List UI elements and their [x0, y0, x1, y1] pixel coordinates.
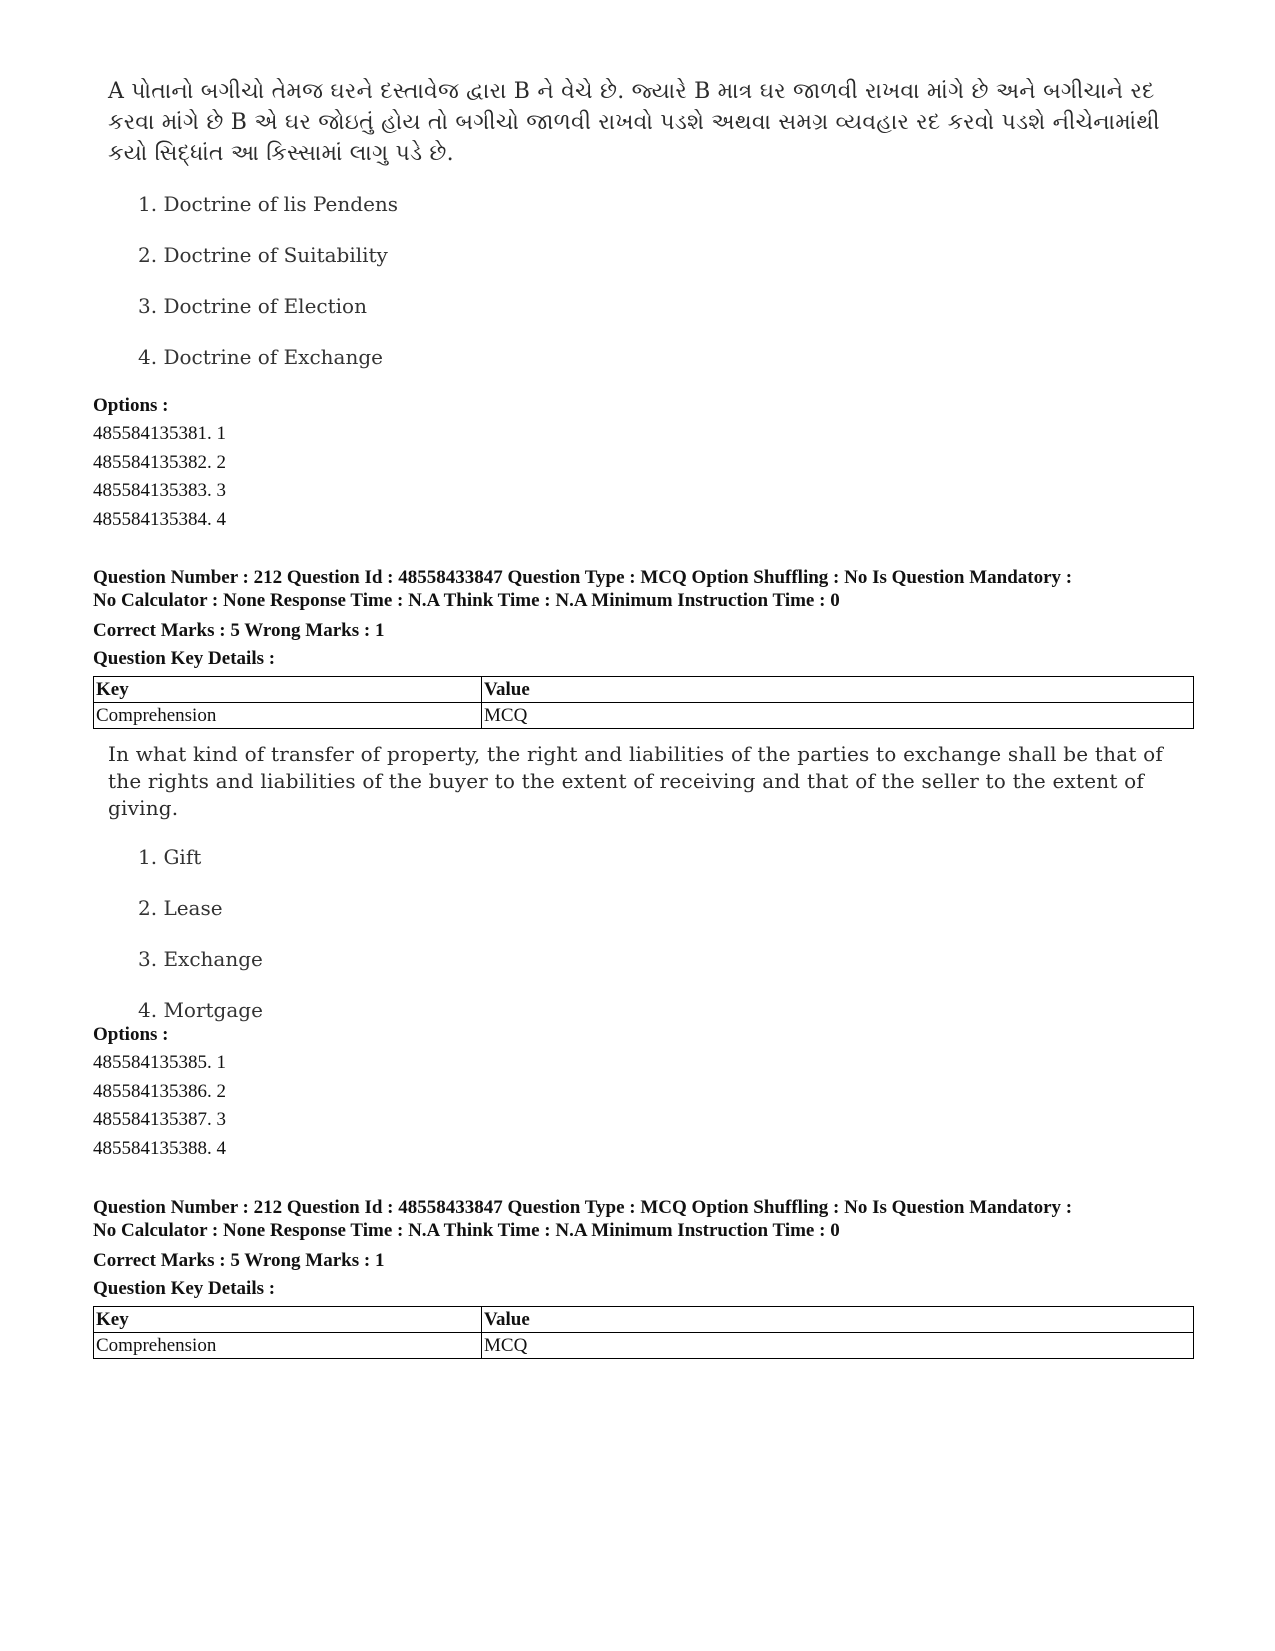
table-cell: Comprehension	[94, 1333, 482, 1359]
question-2-text: In what kind of transfer of property, the right and liabilities of the parties to exchange shall be that of the rights and liabilities of the buyer to the extent of receiving and that of the seller to the extent of giving.	[108, 742, 1163, 820]
question-1-choice-2: 2. Doctrine of Suitability	[138, 243, 388, 267]
question-1-choice-1: 1. Doctrine of lis Pendens	[138, 192, 399, 216]
table-header-value: Value	[482, 1307, 1194, 1333]
question-2-options	[93, 1021, 1193, 1163]
options-title: Options :	[93, 1024, 169, 1045]
meta-line: Question Number : 212 Question Id : 48558433847 Question Type : MCQ Option Shuffling : No Is Question Mandatory :	[93, 1197, 1073, 1218]
table-header-row	[94, 1307, 1194, 1333]
option-item: 485584135385. 1	[93, 1052, 226, 1073]
question-1-choice-3: 3. Doctrine of Election	[138, 294, 367, 318]
marks-line: Correct Marks : 5 Wrong Marks : 1	[93, 1250, 385, 1271]
table-header-key: Key	[94, 677, 482, 703]
table-row	[94, 703, 1194, 729]
table-cell: Comprehension	[94, 703, 482, 729]
question-1-choice-4: 4. Doctrine of Exchange	[138, 345, 383, 369]
question-meta-1	[93, 566, 1193, 729]
table-cell: MCQ	[482, 703, 1194, 729]
option-item: 485584135382. 2	[93, 451, 226, 473]
table-cell: MCQ	[482, 1333, 1194, 1359]
table-header-row	[94, 677, 1194, 703]
marks-line: Correct Marks : 5 Wrong Marks : 1	[93, 620, 385, 641]
key-details-table	[93, 1306, 1194, 1359]
table-header-value: Value	[482, 677, 1194, 703]
option-item: 485584135381. 1	[93, 423, 226, 444]
question-1-image	[108, 76, 1168, 393]
table-row	[94, 1333, 1194, 1359]
option-item: 485584135383. 3	[93, 480, 226, 501]
question-1-text: A પોતાનો બગીચો તેમજ ઘરને દસ્તાવેજ દ્વારા B ને વેચે છે. જ્યારે B માત્ર ઘર જાળવી રાખવા માંગે છે અને બગીચાને રદ કરવા માંગે છે B એ ઘર જોઇતું હોય તો બગીચો જાળવી રાખવો પડશે અથવા સમગ્ર વ્યવહાર રદ કરવો પડશે નીચેનામાંથી કયો સિદ્ધાંત આ કિસ્સામાં લાગુ પડે છે.	[108, 79, 1160, 166]
option-item: 485584135388. 4	[93, 1137, 226, 1159]
option-item: 485584135384. 4	[93, 508, 226, 530]
meta-line: No Calculator : None Response Time : N.A Think Time : N.A Minimum Instruction Time : 0	[93, 1220, 840, 1241]
question-2-choice-4: 4. Mortgage	[138, 998, 263, 1022]
question-2-choice-2: 2. Lease	[138, 896, 223, 920]
key-details-title: Question Key Details :	[93, 648, 276, 669]
meta-line: No Calculator : None Response Time : N.A Think Time : N.A Minimum Instruction Time : 0	[93, 590, 840, 611]
options-title: Options :	[93, 395, 169, 416]
question-1-choices	[108, 189, 1168, 393]
meta-line: Question Number : 212 Question Id : 48558433847 Question Type : MCQ Option Shuffling : No Is Question Mandatory :	[93, 567, 1073, 588]
key-details-title: Question Key Details :	[93, 1278, 276, 1299]
question-2-choices	[108, 842, 1168, 1046]
question-2-image	[108, 741, 1168, 1046]
question-1-options	[93, 392, 1193, 534]
option-item: 485584135386. 2	[93, 1080, 226, 1102]
key-details-table	[93, 676, 1194, 729]
question-meta-2	[93, 1196, 1193, 1359]
question-2-choice-1: 1. Gift	[138, 845, 202, 869]
question-2-choice-3: 3. Exchange	[138, 947, 263, 971]
option-item: 485584135387. 3	[93, 1109, 226, 1130]
table-header-key: Key	[94, 1307, 482, 1333]
